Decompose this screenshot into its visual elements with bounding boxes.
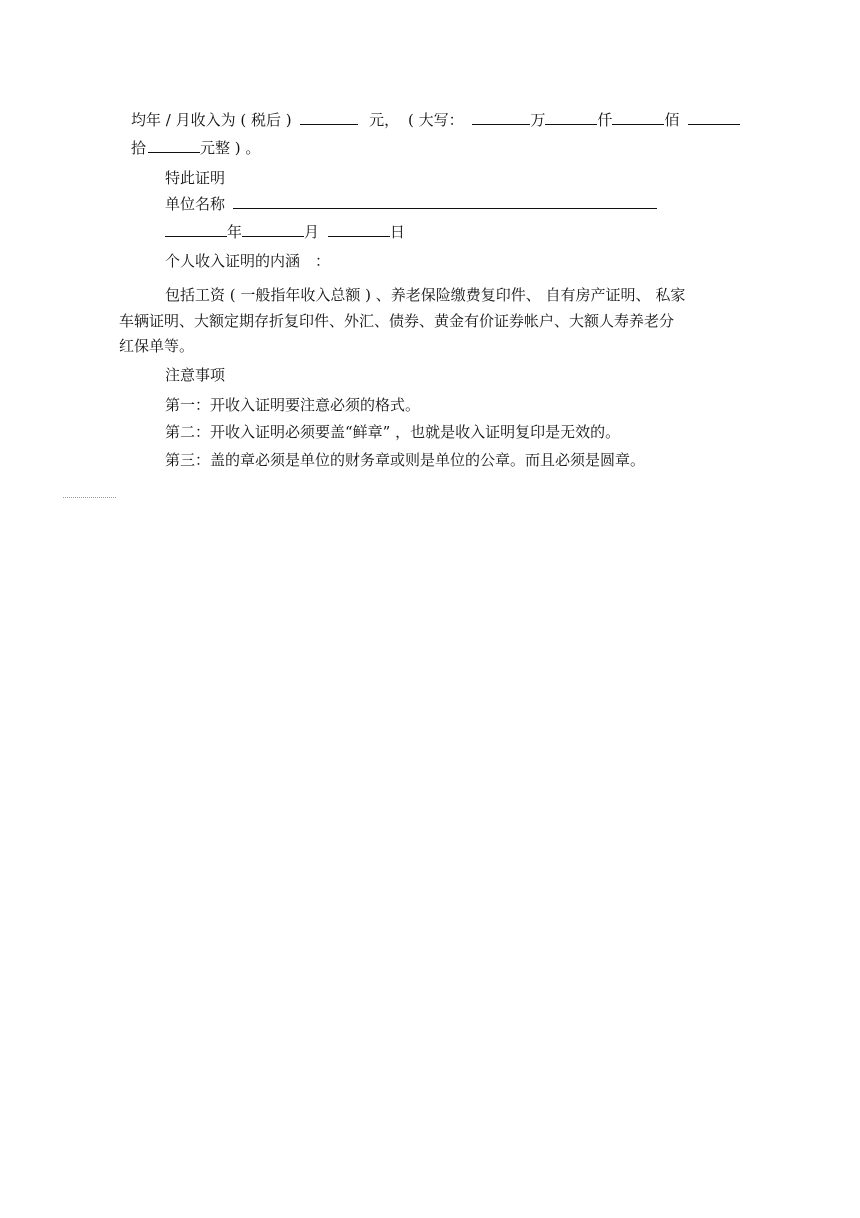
wan-label: 万: [530, 111, 546, 129]
note-item: 第二：开收入证明必须要盖“鲜章” ，也就是收入证明复印是无效的。: [165, 423, 621, 441]
connotation-body-line-2: 车辆证明、大额定期存折复印件、外汇、债券、黄金有价证券帐户、大额人寿养老分: [119, 312, 675, 330]
daxie-label: ( 大写：: [407, 111, 464, 129]
year-blank: [165, 222, 227, 237]
wan-blank: [472, 110, 530, 125]
month-blank: [242, 222, 304, 237]
month-label: 月: [304, 223, 320, 241]
amount-blank: [300, 110, 358, 125]
qian-label: 仟: [597, 111, 613, 129]
unit-name-row: [165, 194, 657, 214]
qian-blank: [545, 110, 597, 125]
unit-name-blank: [233, 194, 657, 209]
date-row: [165, 222, 405, 242]
yuan-label: 元，: [369, 111, 400, 129]
dotted-divider: [63, 497, 116, 498]
connotation-heading: 个人收入证明的内涵 ：: [165, 252, 331, 270]
shi-blank: [148, 138, 200, 153]
bai-label: 佰: [664, 111, 680, 129]
year-label: 年: [227, 223, 243, 241]
note-item: 第三：盖的章必须是单位的财务章或则是单位的公章。而且必须是圆章。: [165, 451, 646, 469]
income-prefix: 均年 / 月收入为 ( 税后 ): [131, 111, 292, 129]
income-line-1: [131, 110, 740, 130]
shi-label: 拾: [131, 139, 147, 157]
connotation-body-line-1: 包括工资 ( 一般指年收入总额 ) 、养老保险缴费复印件、 自有房产证明、 私家: [165, 286, 686, 304]
day-label: 日: [389, 223, 405, 241]
certify-text: 特此证明: [165, 169, 226, 187]
shi-prefix-blank: [688, 110, 740, 125]
notes-heading: 注意事项: [165, 366, 226, 384]
income-line-2: [131, 138, 260, 158]
day-blank: [328, 222, 390, 237]
note-item: 第一：开收入证明要注意必须的格式。: [165, 396, 421, 414]
unit-name-label: 单位名称: [165, 195, 226, 213]
bai-blank: [612, 110, 664, 125]
yuan-zheng-label: 元整 ) 。: [200, 139, 261, 157]
connotation-body-line-3: 红保单等。: [119, 337, 195, 355]
